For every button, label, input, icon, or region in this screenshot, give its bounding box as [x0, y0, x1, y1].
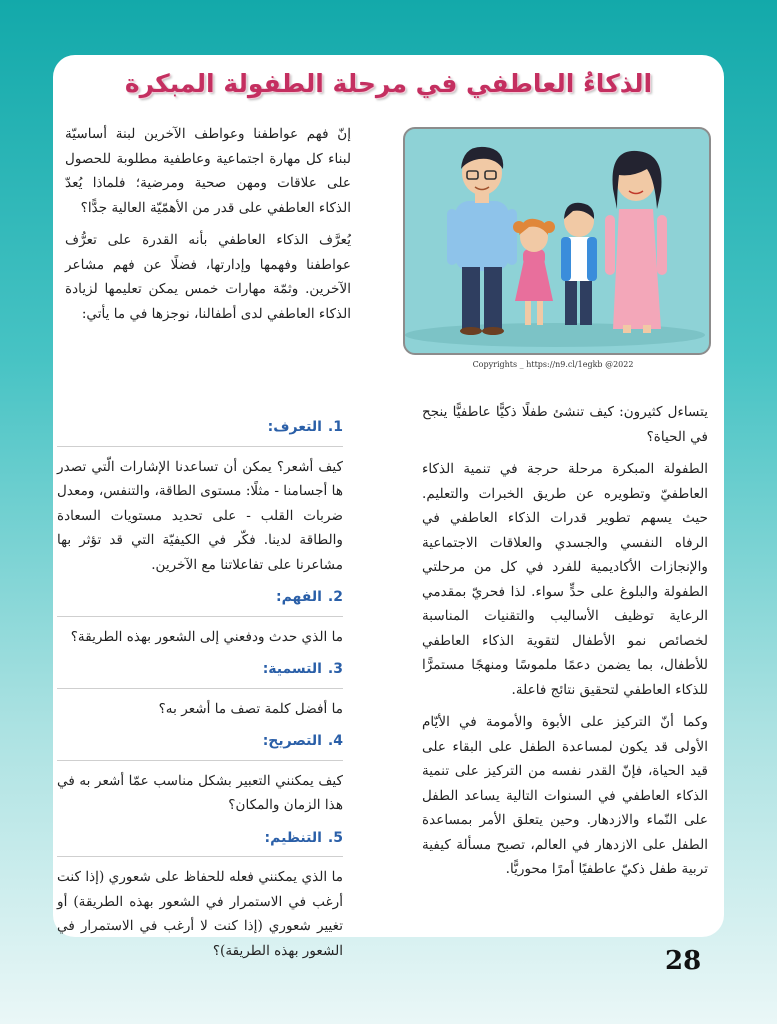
skill-text-5: ما الذي يمكنني فعله للحفاظ على شعوري (إذا كنت أرغب في الاستمرار في الشعور بهذه الطريقة) أو تغيير شعوري (إذا كنت لا أرغب في الاستمرار في الشعور بهذه الطريقة)؟	[57, 869, 343, 959]
article-card	[53, 55, 724, 959]
skill-name: التعرف:	[267, 419, 322, 435]
skill-text-1: كيف أشعر؟ يمكن أن تساعدنا الإشارات الّتي تصدر ها أجسامنا - مثلًا: مستوى الطاقة، والتنفس، ومعدل ضربات القلب - على تحديد مستويات السعادة والطاقة لدينا. فكّر في الكيفيّة التي قد تؤثر بها مشاعرنا على تفاعلاتنا مع الآخرين.	[57, 458, 343, 573]
divider	[57, 760, 343, 761]
skill-name: التنظيم:	[264, 829, 322, 846]
boy-figure	[561, 203, 597, 325]
intro-paragraph-1: إنّ فهم عواطفنا وعواطف الآخرين لبنة أساسيّة لبناء كل مهارة اجتماعية وعاطفية مطلوبة للحصول على علاقات ومهن صحية ومرضية؛ فلماذا يُعدّ الذكاء العاطفي على قدر من الأهمّيّة العالية جدًّا؟	[65, 126, 351, 216]
divider	[57, 446, 343, 447]
skill-name: التسمية:	[262, 661, 322, 677]
skill-text-3: ما أفضل كلمة تصف ما أشعر به؟	[158, 700, 343, 717]
mother-figure	[605, 151, 667, 333]
skill-name: التصريح:	[262, 733, 322, 749]
skill-number: 1.	[327, 419, 343, 435]
right-paragraph-2: الطفولة المبكرة مرحلة حرجة في تنمية الذكاء العاطفيّ وتطويره عن طريق الخبرات والتعليم. حيث يسهم تطوير قدرات الذكاء العاطفي في الرفاه النفسي والجسدي والعلاقات الاجتماعية والإنجازات الأكاديمية للفرد في كل من مرحلتي الطفولة والبلوغ على حدٍّ سواء. لذا فحريّ بمقدمي الرعاية توظيف الأساليب والتقنيات المناسبة لخصائص نمو الأطفال لتقوية الذكاء العاطفي للأطفال، بما يضمن دعمًا ملموسًا ومنهجًا مستمرًّا للذكاء العاطفي لتحقيق نتائج فاعلة.	[422, 461, 708, 698]
divider	[57, 856, 343, 857]
right-paragraph-1: يتساءل كثيرون: كيف تنشئ طفلًا ذكيًّا عاطفيًّا ينجح في الحياة؟	[422, 404, 708, 445]
skill-number: 5.	[327, 829, 343, 846]
page-title: الذكاءُ العاطفي في مرحلة الطفولة المبكرة	[124, 69, 653, 98]
divider	[57, 616, 343, 617]
image-credit: Copyrights _ https://n9.cl/1egkb @2022	[472, 360, 634, 369]
skill-heading-3	[57, 657, 343, 682]
intro-section	[65, 122, 351, 326]
skills-list	[57, 407, 343, 963]
skill-name: الفهم:	[275, 589, 322, 605]
right-paragraph-3: وكما أنّ التركيز على الأبوة والأمومة في الأيّام الأولى قد يكون لمساعدة الطفل على البقاء على قيد الحياة، فإنّ القدر نفسه من التركيز على تنمية الذكاء العاطفي في السنوات التالية يساعد الطفل على النّماء والازدهار. وحين يتعلق الأمر بمساعدة الطفل على الازدهار في العالم، تصبح مسألة كيفية تربية طفل ذكيّ عاطفيًا أمرًا محوريًّا.	[422, 714, 708, 877]
skill-heading-1	[57, 415, 343, 440]
family-illustration	[403, 127, 711, 355]
father-figure	[447, 147, 517, 335]
page-number: 28	[665, 946, 702, 976]
skill-number: 3.	[327, 661, 343, 677]
intro-paragraph-2: يُعرَّف الذكاء العاطفي بأنه القدرة على تعرُّف عواطفنا وفهمها وإدارتها، فضلًا عن فهم مشاعر الآخرين. وثمّة مهارات خمس يمكن تعليمها لزيادة الذكاء العاطفي لدى أطفالنا، نوجزها في ما يأتي:	[65, 232, 351, 322]
divider	[57, 688, 343, 689]
skill-number: 2.	[327, 589, 343, 605]
skill-text-4: كيف يمكنني التعبير بشكل مناسب عمّا أشعر به في هذا الزمان والمكان؟	[57, 772, 343, 813]
skill-heading-4	[57, 729, 343, 754]
skill-heading-2	[57, 585, 343, 610]
skill-number: 4.	[327, 733, 343, 749]
girl-figure	[513, 219, 555, 325]
family-illustration-svg	[405, 129, 709, 353]
skill-text-2: ما الذي حدث ودفعني إلى الشعور بهذه الطريقة؟	[70, 628, 343, 645]
skill-heading-5	[57, 826, 343, 851]
right-column	[422, 400, 708, 882]
